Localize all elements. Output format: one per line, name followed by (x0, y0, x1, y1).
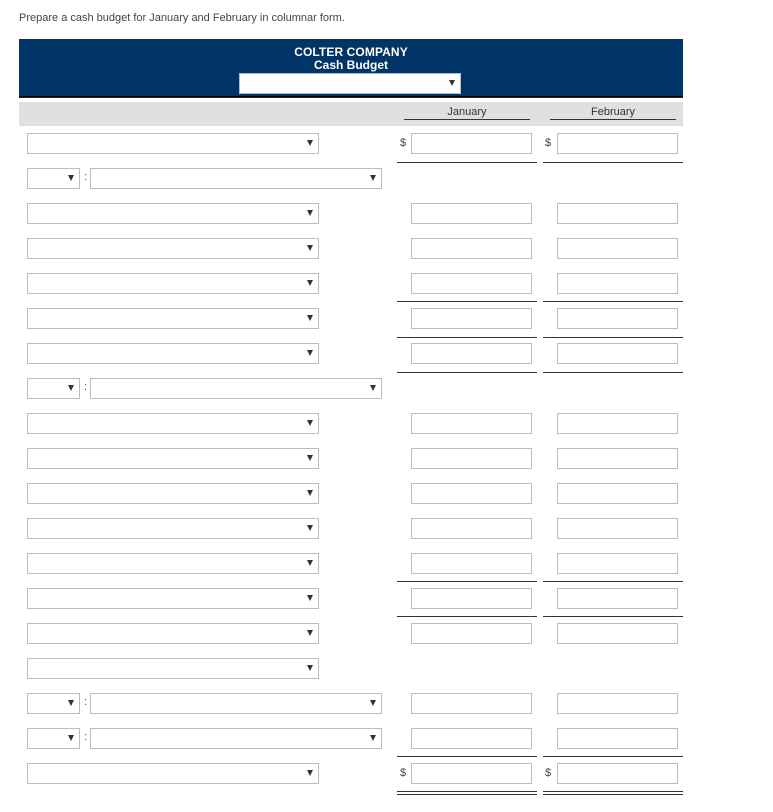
subtotal-rule (397, 372, 537, 373)
subtotal-rule (397, 756, 537, 757)
february-amount-input[interactable] (557, 693, 678, 714)
chevron-down-icon (68, 385, 74, 391)
january-amount-input[interactable] (411, 448, 532, 469)
subtotal-rule (543, 337, 683, 338)
chevron-down-icon (307, 350, 313, 356)
table-row (0, 378, 773, 413)
total-double-rule (397, 791, 537, 792)
line-item-dropdown[interactable] (27, 413, 319, 434)
january-amount-input[interactable] (411, 343, 532, 364)
subtotal-rule (397, 581, 537, 582)
table-row (0, 448, 773, 483)
table-row (0, 413, 773, 448)
line-item-dropdown[interactable] (27, 483, 319, 504)
total-double-rule (543, 794, 683, 795)
february-amount-input[interactable] (557, 518, 678, 539)
february-amount-input[interactable] (557, 203, 678, 224)
chevron-down-icon (307, 420, 313, 426)
line-item-dropdown[interactable] (90, 168, 382, 189)
chevron-down-icon (307, 140, 313, 146)
colon-separator: : (84, 381, 88, 393)
subtotal-rule (397, 301, 537, 302)
january-amount-input[interactable] (411, 413, 532, 434)
colon-separator: : (84, 696, 88, 708)
chevron-down-icon (307, 315, 313, 321)
february-amount-input[interactable] (557, 308, 678, 329)
february-amount-input[interactable] (557, 448, 678, 469)
table-row (0, 203, 773, 238)
chevron-down-icon (68, 175, 74, 181)
chevron-down-icon (307, 245, 313, 251)
february-amount-input[interactable] (557, 413, 678, 434)
chevron-down-icon (370, 735, 376, 741)
january-amount-input[interactable] (411, 133, 532, 154)
chevron-down-icon (449, 80, 455, 86)
chevron-down-icon (307, 595, 313, 601)
chevron-down-icon (307, 455, 313, 461)
subtotal-rule (543, 301, 683, 302)
prefix-dropdown[interactable] (27, 168, 80, 189)
chevron-down-icon (307, 665, 313, 671)
table-row (0, 238, 773, 273)
february-amount-input[interactable] (557, 623, 678, 644)
line-item-dropdown[interactable] (27, 553, 319, 574)
chevron-down-icon (370, 385, 376, 391)
february-amount-input[interactable] (557, 238, 678, 259)
table-row (0, 623, 773, 658)
chevron-down-icon (68, 700, 74, 706)
total-double-rule (543, 791, 683, 792)
february-amount-input[interactable] (557, 553, 678, 574)
january-amount-input[interactable] (411, 273, 532, 294)
chevron-down-icon (307, 280, 313, 286)
subtotal-rule (543, 581, 683, 582)
chevron-down-icon (307, 630, 313, 636)
dollar-sign: $ (545, 137, 552, 149)
line-item-dropdown[interactable] (27, 343, 319, 364)
february-amount-input[interactable] (557, 483, 678, 504)
statement-header (19, 39, 683, 98)
table-row (0, 658, 773, 693)
chevron-down-icon (307, 525, 313, 531)
january-amount-input[interactable] (411, 238, 532, 259)
period-dropdown[interactable] (239, 73, 461, 94)
february-amount-input[interactable] (557, 273, 678, 294)
february-amount-input[interactable] (557, 133, 678, 154)
february-amount-input[interactable] (557, 343, 678, 364)
prefix-dropdown[interactable] (27, 378, 80, 399)
table-row (0, 728, 773, 763)
january-amount-input[interactable] (411, 518, 532, 539)
january-amount-input[interactable] (411, 483, 532, 504)
line-item-dropdown[interactable] (90, 378, 382, 399)
subtotal-rule (543, 616, 683, 617)
line-item-dropdown[interactable] (27, 623, 319, 644)
company-name: COLTER COMPANY (294, 45, 408, 59)
january-amount-input[interactable] (411, 588, 532, 609)
header-divider (19, 96, 683, 97)
february-amount-input[interactable] (557, 728, 678, 749)
subtotal-rule (397, 162, 537, 163)
column-header-bar (19, 102, 683, 126)
subtotal-rule (543, 162, 683, 163)
total-double-rule (397, 794, 537, 795)
table-row (0, 168, 773, 203)
january-amount-input[interactable] (411, 693, 532, 714)
table-row (0, 693, 773, 728)
january-amount-input[interactable] (411, 308, 532, 329)
line-item-dropdown[interactable] (27, 448, 319, 469)
table-row (0, 483, 773, 518)
january-amount-input[interactable] (411, 763, 532, 784)
january-amount-input[interactable] (411, 623, 532, 644)
line-item-dropdown[interactable] (27, 308, 319, 329)
colon-separator: : (84, 171, 88, 183)
table-row (0, 763, 773, 798)
chevron-down-icon (370, 175, 376, 181)
instruction-text: Prepare a cash budget for January and February in columnar form. (19, 12, 345, 24)
line-item-dropdown[interactable] (27, 588, 319, 609)
line-item-dropdown[interactable] (90, 693, 382, 714)
prefix-dropdown[interactable] (27, 693, 80, 714)
table-row (0, 518, 773, 553)
january-amount-input[interactable] (411, 553, 532, 574)
dollar-sign: $ (400, 137, 407, 149)
dollar-sign: $ (400, 767, 407, 779)
line-item-dropdown[interactable] (27, 238, 319, 259)
subtotal-rule (543, 756, 683, 757)
chevron-down-icon (68, 735, 74, 741)
chevron-down-icon (307, 490, 313, 496)
chevron-down-icon (307, 210, 313, 216)
dollar-sign: $ (545, 767, 552, 779)
line-item-dropdown[interactable] (27, 133, 319, 154)
prefix-dropdown[interactable] (27, 728, 80, 749)
chevron-down-icon (370, 700, 376, 706)
january-amount-input[interactable] (411, 728, 532, 749)
column-header-january: January (404, 106, 530, 120)
table-row (0, 273, 773, 308)
january-amount-input[interactable] (411, 203, 532, 224)
subtotal-rule (397, 337, 537, 338)
line-item-dropdown[interactable] (27, 763, 319, 784)
colon-separator: : (84, 731, 88, 743)
statement-title: Cash Budget (313, 58, 388, 72)
chevron-down-icon (307, 560, 313, 566)
line-item-dropdown[interactable] (27, 658, 319, 679)
line-item-dropdown[interactable] (90, 728, 382, 749)
line-item-dropdown[interactable] (27, 203, 319, 224)
subtotal-rule (397, 616, 537, 617)
chevron-down-icon (307, 770, 313, 776)
february-amount-input[interactable] (557, 763, 678, 784)
subtotal-rule (543, 372, 683, 373)
column-header-february: February (550, 106, 676, 120)
table-row (0, 553, 773, 588)
line-item-dropdown[interactable] (27, 273, 319, 294)
line-item-dropdown[interactable] (27, 518, 319, 539)
table-row (0, 588, 773, 623)
february-amount-input[interactable] (557, 588, 678, 609)
